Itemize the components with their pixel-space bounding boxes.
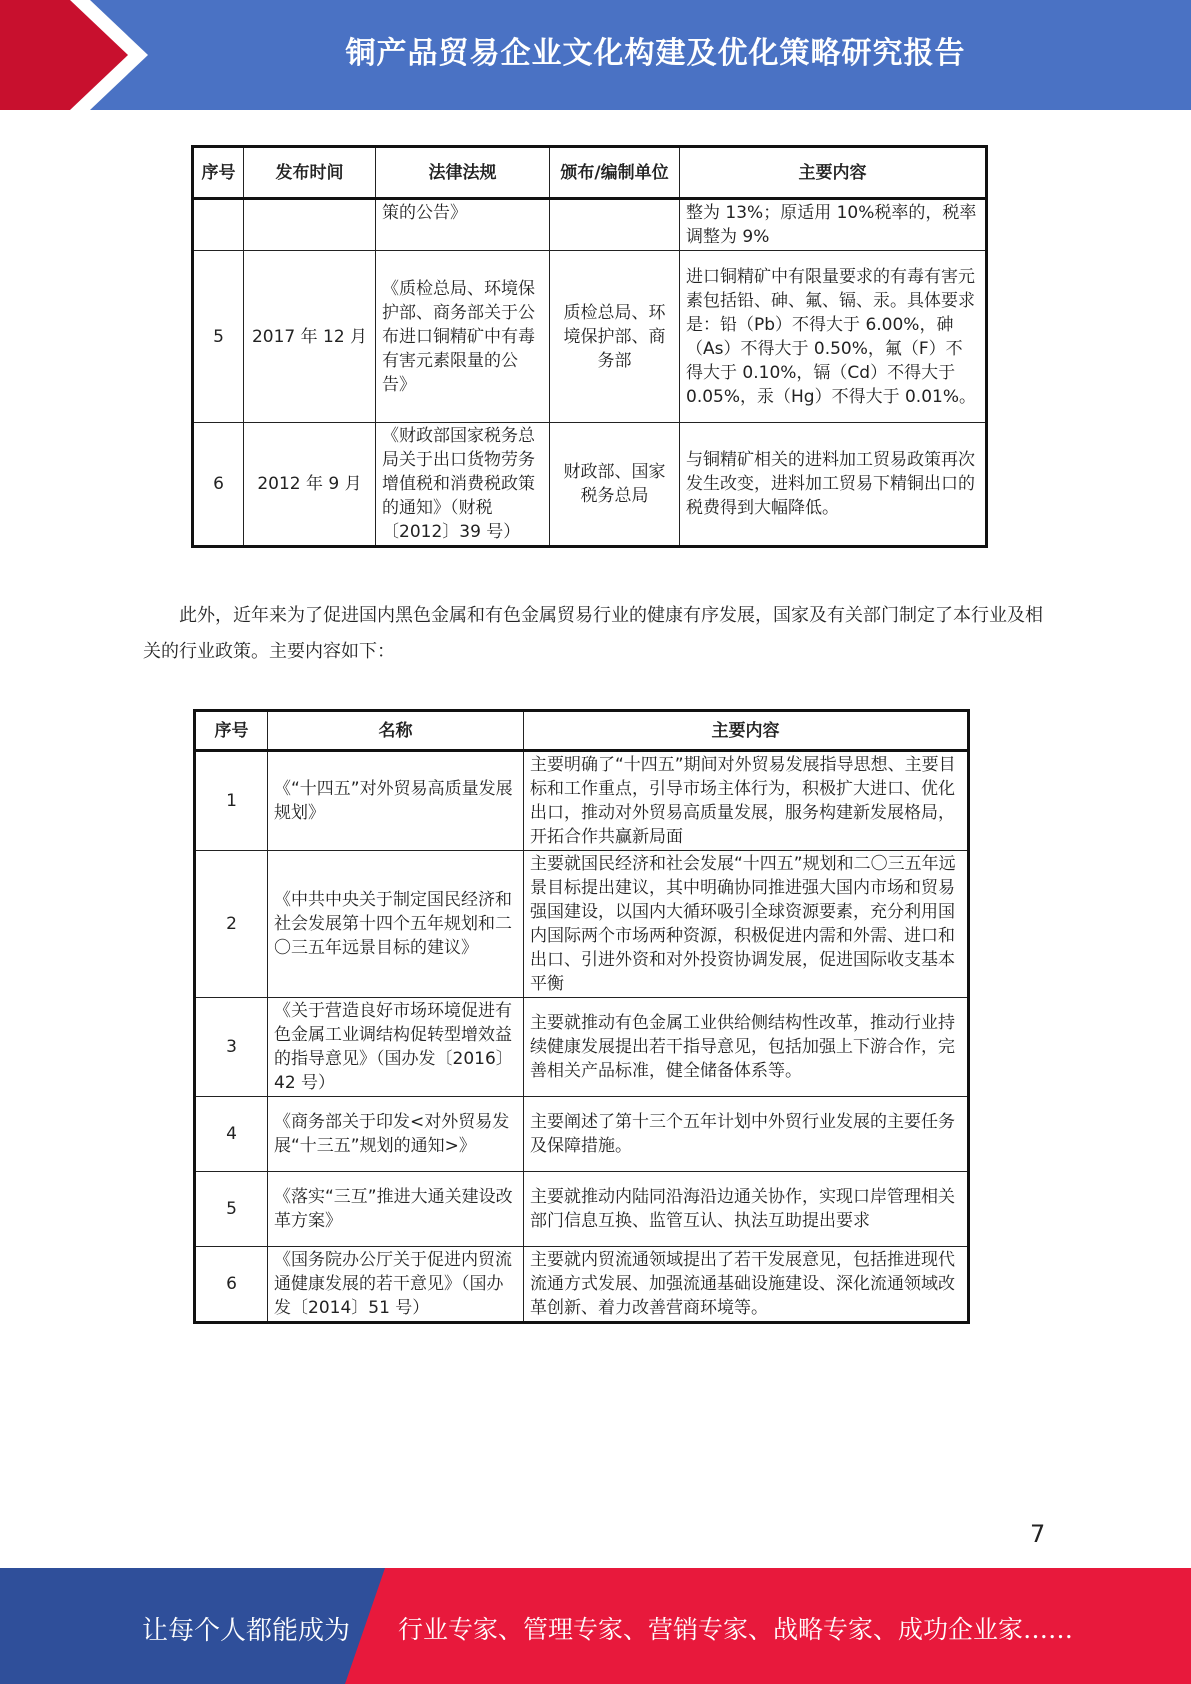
- row-name: 《“十四五”对外贸易高质量发展规划》: [268, 751, 524, 851]
- header-cell-no: 序号: [193, 147, 244, 199]
- row-no: 3: [195, 998, 268, 1097]
- header-cell-name: 名称: [268, 711, 524, 751]
- row-content: 主要就内贸流通领域提出了若干发展意见，包括推进现代流通方式发展、加强流通基础设施建设、深化流通领域改革创新、着力改善营商环境等。: [524, 1247, 969, 1323]
- row-date: 2017 年 12 月: [244, 251, 376, 423]
- row-unit: 财政部、国家税务总局: [550, 423, 680, 547]
- table-header-row: [193, 147, 987, 199]
- page-footer: [0, 1568, 1191, 1684]
- body-paragraph: 此外，近年来为了促进国内黑色金属和有色金属贸易行业的健康有序发展，国家及有关部门制定了本行业及相关的行业政策。主要内容如下：: [143, 605, 1043, 662]
- row-name: 《中共中央关于制定国民经济和社会发展第十四个五年规划和二〇三五年远景目标的建议》: [268, 851, 524, 998]
- row-content: 与铜精矿相关的进料加工贸易政策再次发生改变，进料加工贸易下精铜出口的税费得到大幅降低。: [680, 423, 987, 547]
- header-cell-content: 主要内容: [524, 711, 969, 751]
- row-no: 6: [193, 423, 244, 547]
- table-row: [193, 199, 987, 251]
- row-content: 主要阐述了第十三个五年计划中外贸行业发展的主要任务及保障措施。: [524, 1097, 969, 1172]
- row-no: 1: [195, 751, 268, 851]
- row-no: 5: [193, 251, 244, 423]
- row-name: 《落实“三互”推进大通关建设改革方案》: [268, 1172, 524, 1247]
- row-content: 进口铜精矿中有限量要求的有毒有害元素包括铅、砷、氟、镉、汞。具体要求是：铅（Pb）不得大于 6.00%，砷（As）不得大于 0.50%，氟（F）不得大于 0.10%，镉（Cd）不得大于 0.05%，汞（Hg）不得大于 0.01%。: [680, 251, 987, 423]
- table-row: [195, 1097, 969, 1172]
- table-row: [195, 1247, 969, 1323]
- row-no: 6: [195, 1247, 268, 1323]
- table-row: [193, 251, 987, 423]
- row-law: 《质检总局、环境保护部、商务部关于公布进口铜精矿中有毒有害元素限量的公告》: [376, 251, 550, 423]
- row-content: 主要就推动内陆同沿海沿边通关协作，实现口岸管理相关部门信息互换、监管互认、执法互助提出要求: [524, 1172, 969, 1247]
- row-date: 2012 年 9 月: [244, 423, 376, 547]
- industry-policy-table: [193, 709, 970, 1324]
- table-row: [193, 423, 987, 547]
- row-no: 2: [195, 851, 268, 998]
- row-content: 整为 13%；原适用 10%税率的，税率调整为 9%: [680, 199, 987, 251]
- row-date: [244, 199, 376, 251]
- header-cell-law: 法律法规: [376, 147, 550, 199]
- footer-slogan-left: 让每个人都能成为: [142, 1616, 351, 1646]
- row-content: 主要就国民经济和社会发展“十四五”规划和二〇三五年远景目标提出建议，其中明确协同推进强大国内市场和贸易强国建设，以国内大循环吸引全球资源要素，充分利用国内国际两个市场两种资源，积极促进内需和外需、进口和出口、引进外资和对外投资协调发展，促进国际收支基本平衡: [524, 851, 969, 998]
- table-header-row: [195, 711, 969, 751]
- header-cell-unit: 颁布/编制单位: [550, 147, 680, 199]
- table-row: [195, 1172, 969, 1247]
- regulations-table: [191, 145, 988, 548]
- table-row: [195, 998, 969, 1097]
- row-law: 策的公告》: [376, 199, 550, 251]
- row-law: 《财政部国家税务总局关于出口货物劳务增值税和消费税政策的通知》（财税〔2012〕39 号）: [376, 423, 550, 547]
- row-no: [193, 199, 244, 251]
- row-name: 《国务院办公厅关于促进内贸流通健康发展的若干意见》（国办发〔2014〕51 号）: [268, 1247, 524, 1323]
- table-row: [195, 751, 969, 851]
- row-no: 4: [195, 1097, 268, 1172]
- header-cell-content: 主要内容: [680, 147, 987, 199]
- row-name: 《商务部关于印发<对外贸易发展“十三五”规划的通知>》: [268, 1097, 524, 1172]
- row-no: 5: [195, 1172, 268, 1247]
- row-name: 《关于营造良好市场环境促进有色金属工业调结构促转型增效益的指导意见》（国办发〔2016〕42 号）: [268, 998, 524, 1097]
- header-cell-date: 发布时间: [244, 147, 376, 199]
- row-unit: [550, 199, 680, 251]
- row-unit: 质检总局、环境保护部、商务部: [550, 251, 680, 423]
- row-content: 主要就推动有色金属工业供给侧结构性改革，推动行业持续健康发展提出若干指导意见，包括加强上下游合作，完善相关产品标准，健全储备体系等。: [524, 998, 969, 1097]
- table-row: [195, 851, 969, 998]
- row-content: 主要明确了“十四五”期间对外贸易发展指导思想、主要目标和工作重点，引导市场主体行为，积极扩大进口、优化出口，推动对外贸易高质量发展，服务构建新发展格局，开拓合作共赢新局面: [524, 751, 969, 851]
- header-title: 铜产品贸易企业文化构建及优化策略研究报告: [345, 36, 966, 71]
- page-number: 7: [1030, 1520, 1046, 1548]
- footer-slogan-right: 行业专家、管理专家、营销专家、战略专家、成功企业家……: [398, 1615, 1074, 1644]
- header-cell-no: 序号: [195, 711, 268, 751]
- page-header: [0, 0, 1191, 110]
